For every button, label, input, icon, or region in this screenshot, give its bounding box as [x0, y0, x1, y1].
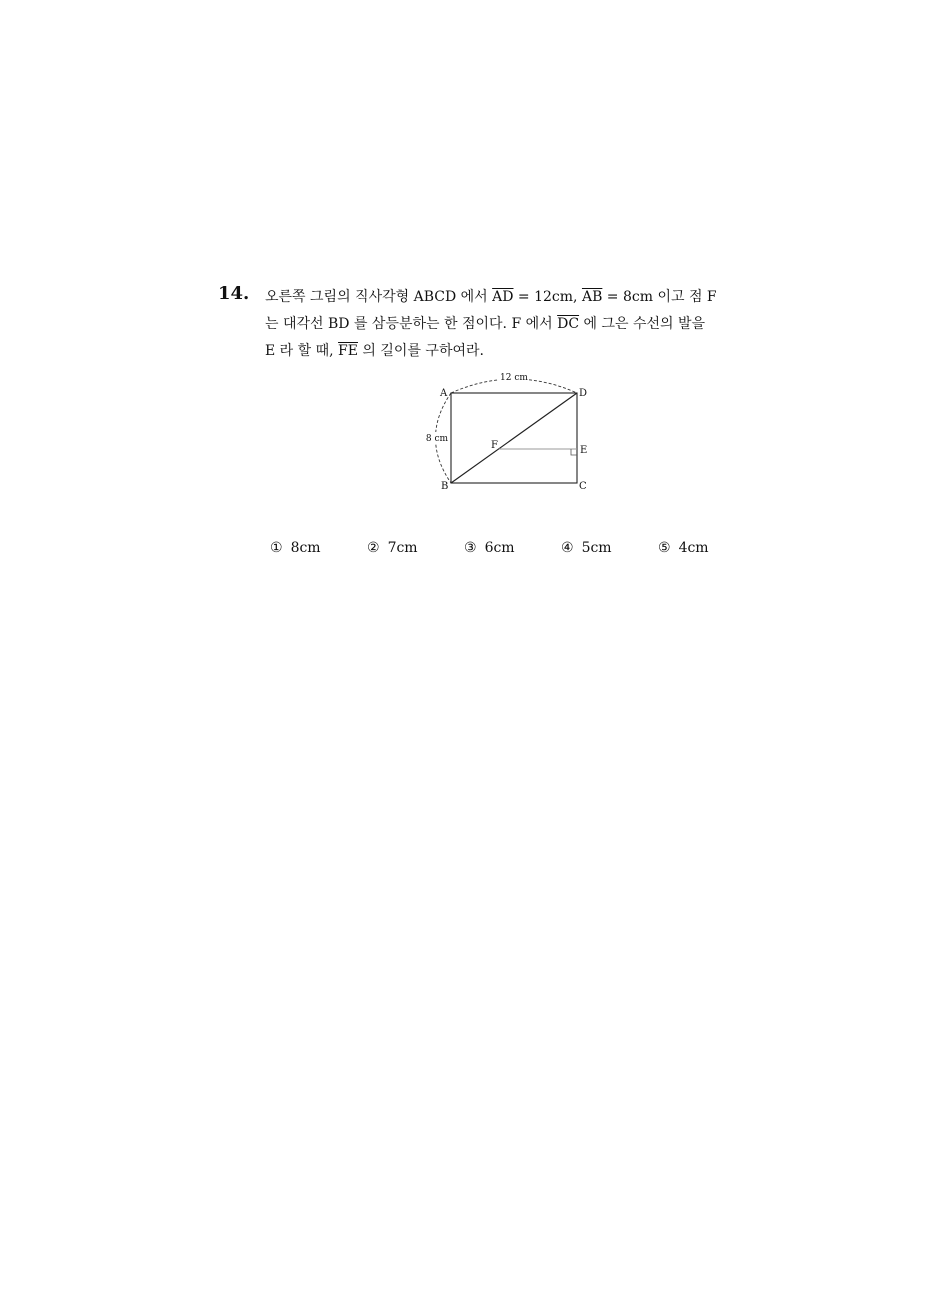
label-b: B	[441, 481, 449, 492]
right-angle-mark	[571, 449, 577, 455]
label-e: E	[580, 445, 588, 456]
choice-2-mark: ②	[367, 540, 380, 556]
label-c: C	[579, 481, 587, 492]
question-line-1: 오른쪽 그림의 직사각형 ABCD 에서 $\overline{AD} = 12cm$, $\overline{AB} = 8cm$ 이고 점 F	[265, 289, 717, 305]
choice-3-mark: ③	[464, 540, 477, 556]
diagonal-bd	[451, 393, 577, 483]
choice-3[interactable]	[464, 540, 515, 556]
left-length-label: 8 cm	[425, 434, 449, 444]
top-length-label: 12 cm	[500, 373, 528, 383]
choice-1-text: 8cm	[290, 540, 321, 556]
answer-choices	[270, 540, 770, 560]
choice-2-text: 7cm	[387, 540, 418, 556]
question-text	[265, 284, 765, 365]
label-d: D	[579, 388, 588, 399]
choice-2[interactable]	[367, 540, 418, 556]
segment-fe: $\overline{FE}$	[338, 343, 358, 359]
label-a: A	[440, 388, 448, 399]
question-line-2: 는 대각선 BD 를 삼등분하는 한 점이다. F 에서 $\overline{DC}$ 에 그은 수선의 발을	[265, 316, 706, 332]
segment-dc: $\overline{DC}$	[557, 316, 580, 332]
choice-1[interactable]	[270, 540, 321, 556]
question-number: 14.	[218, 283, 250, 304]
geometry-diagram	[415, 368, 605, 498]
label-f: F	[491, 440, 498, 451]
choice-1-mark: ①	[270, 540, 283, 556]
segment-ab: $\overline{AB}$	[581, 289, 603, 305]
choice-5-text: 4cm	[678, 540, 709, 556]
segment-ad: $\overline{AD}$	[492, 289, 514, 305]
choice-4-mark: ④	[561, 540, 574, 556]
choice-5-mark: ⑤	[658, 540, 671, 556]
choice-4-text: 5cm	[581, 540, 612, 556]
choice-3-text: 6cm	[484, 540, 515, 556]
question-line-3: E 라 할 때, $\overline{FE}$ 의 길이를 구하여라.	[265, 343, 484, 359]
rectangle-figure	[415, 368, 605, 502]
choice-5[interactable]	[658, 540, 709, 556]
choice-4[interactable]	[561, 540, 612, 556]
